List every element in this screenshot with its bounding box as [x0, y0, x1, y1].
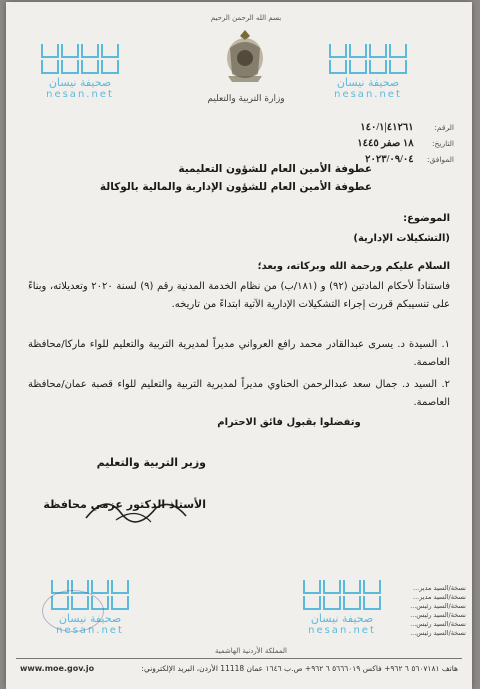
watermark-logo — [36, 44, 124, 100]
stamp — [42, 590, 104, 632]
watermark-text: صحيفة نيسان — [58, 612, 122, 625]
watermark-logo-icon — [298, 580, 386, 610]
copy-item: نسخة/السيد رئيس... — [410, 620, 466, 628]
copy-item: نسخة/السيد مدير... — [413, 593, 466, 601]
greeting: السلام عليكم ورحمة الله وبركاته، وبعد؛ — [257, 261, 450, 272]
copy-item: نسخة/السيد رئيس... — [410, 629, 466, 637]
date-label: التاريخ: — [432, 139, 454, 148]
watermark-url: nesan.net — [334, 89, 402, 100]
closing-line: وتفضلوا بقبول فائق الاحترام — [217, 417, 361, 428]
copies-list — [376, 584, 466, 638]
reference-value: ٤١٢٦١|١٤٠/١ — [360, 122, 414, 133]
corresponding-label: الموافق: — [426, 155, 454, 164]
footer-website[interactable]: www.moe.gov.jo — [20, 664, 95, 673]
recipient-line-1: عطوفة الأمين العام للشؤون التعليمية — [178, 163, 372, 175]
watermark-url: nesan.net — [46, 89, 114, 100]
ministry-name: وزارة التربية والتعليم — [207, 94, 285, 104]
list-item: ٢. السيد د. جمال سعد عبدالرحمن الحناوي مديراً لمديرية التربية والتعليم للواء قصبة عمان/محافظة العاصمة. — [28, 379, 450, 408]
document-page — [6, 2, 472, 689]
watermark-logo-icon — [324, 44, 412, 74]
footer-contact: هاتف ٥٦٠٧١٨١ ٦ ٩٦٢+ فاكس ٥٦٦٦٠١٩ ٦ ٩٦٢+ ص.ب ١٦٤٦ عمان 11118 الأردن، البريد الإلكتروني: — [141, 664, 458, 673]
corresponding-value: ٢٠٢٣/٠٩/٠٤ — [365, 154, 414, 165]
coat-of-arms-icon — [222, 28, 268, 84]
copy-item: نسخة/السيد رئيس... — [410, 611, 466, 619]
copy-item: نسخة/السيد مدير... — [413, 584, 466, 592]
date-hijri — [324, 138, 454, 149]
footer-divider — [16, 658, 462, 659]
watermark-text: صحيفة نيسان — [336, 76, 400, 89]
recipient-line-2: عطوفة الأمين العام للشؤون الإدارية والمالية بالوكالة — [99, 181, 372, 193]
main-paragraph: فاستناداً لأحكام المادتين (٩٢) و (١٨١/ب) من نظام الخدمة المدنية رقم (٩) لسنة ٢٠٢٠ وتعديلاته، وبناءً على تنسيبكم قررت إجراء التشكيلات الإدارية الآتية ابتداءً من تاريخه. — [28, 281, 451, 310]
basmala: بسم الله الرحمن الرحيم — [210, 14, 282, 22]
signature-title: وزير التربية والتعليم — [96, 456, 206, 469]
reference-number — [324, 122, 454, 133]
watermark-logo — [324, 44, 412, 100]
list-item: ١. السيدة د. يسرى عبدالقادر محمد رافع العرواني مديراً لمديرية التربية والتعليم للواء ماركا/محافظة العاصمة. — [28, 339, 450, 368]
watermark-url: nesan.net — [56, 625, 124, 636]
subject-value: (التشكيلات الإدارية) — [353, 233, 450, 244]
watermark-logo-icon — [36, 44, 124, 74]
watermark-text: صحيفة نيسان — [48, 76, 112, 89]
reference-label: الرقم: — [434, 123, 454, 132]
subject-label: الموضوع: — [403, 213, 450, 224]
watermark-text: صحيفة نيسان — [310, 612, 374, 625]
watermark-logo — [298, 580, 386, 636]
date-value: ١٨ صفر ١٤٤٥ — [357, 138, 414, 149]
watermark-url: nesan.net — [308, 625, 376, 636]
signature-name: الأستاذ الدكتور عزمي محافظة — [43, 498, 206, 511]
copy-item: نسخة/السيد رئيس... — [410, 602, 466, 610]
footer-country: المملكة الأردنية الهاشمية — [214, 647, 288, 655]
